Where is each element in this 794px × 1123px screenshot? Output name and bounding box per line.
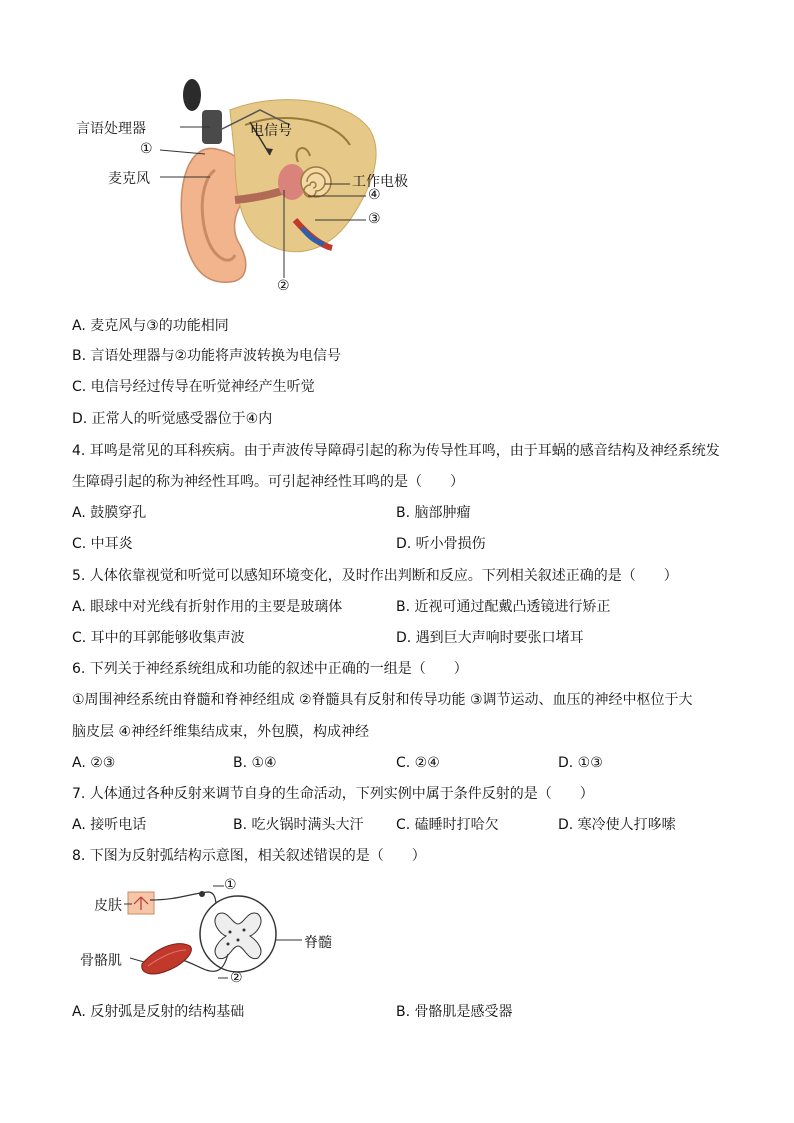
label-skeletal-muscle: 骨骼肌 xyxy=(80,953,122,969)
q7-option-a: A. 接听电话 xyxy=(72,817,147,833)
label-circle-1: ① xyxy=(140,141,153,157)
q4-option-a: A. 鼓膜穿孔 xyxy=(72,505,147,521)
q6-option-b: B. ①④ xyxy=(233,755,277,771)
label-working-electrode: 工作电极 xyxy=(352,174,408,190)
q8-option-b: B. 骨骼肌是感受器 xyxy=(396,1004,513,1020)
label-skin: 皮肤 xyxy=(94,898,122,914)
q7-stem: 7. 人体通过各种反射来调节自身的生命活动，下列实例中属于条件反射的是（ ） xyxy=(72,786,594,802)
q3-option-c: C. 电信号经过传导在听觉神经产生听觉 xyxy=(72,379,315,395)
q8-option-a: A. 反射弧是反射的结构基础 xyxy=(72,1004,245,1020)
label-microphone: 麦克风 xyxy=(108,171,150,187)
q4-option-c: C. 中耳炎 xyxy=(72,536,133,552)
q5-stem: 5. 人体依靠视觉和听觉可以感知环境变化，及时作出判断和反应。下列相关叙述正确的是（ ） xyxy=(72,568,678,584)
q6-option-c: C. ②④ xyxy=(396,755,440,771)
ear-figure xyxy=(70,70,430,300)
label-circle-3: ③ xyxy=(368,211,381,227)
q3-option-d: D. 正常人的听觉感受器位于④内 xyxy=(72,411,273,427)
q7-option-b: B. 吃火锅时满头大汗 xyxy=(233,817,364,833)
q6-option-a: A. ②③ xyxy=(72,755,116,771)
q6-stem: 6. 下列关于神经系统组成和功能的叙述中正确的一组是（ ） xyxy=(72,661,468,677)
q5-option-b: B. 近视可通过配戴凸透镜进行矫正 xyxy=(396,599,611,615)
q6-option-d: D. ①③ xyxy=(558,755,603,771)
q4-option-b: B. 脑部肿瘤 xyxy=(396,505,471,521)
label-circle-2: ② xyxy=(277,278,290,294)
q4-option-d: D. 听小骨损伤 xyxy=(396,536,486,552)
q4-stem-line1: 4. 耳鸣是常见的耳科疾病。由于声波传导障碍引起的称为传导性耳鸣，由于耳蜗的感音结构及神经系统发 xyxy=(72,443,720,459)
q4-stem-line2: 生障碍引起的称为神经性耳鸣。可引起神经性耳鸣的是（ ） xyxy=(72,474,464,490)
q3-option-a: A. 麦克风与③的功能相同 xyxy=(72,318,229,334)
q3-option-b: B. 言语处理器与②功能将声波转换为电信号 xyxy=(72,348,342,364)
q6-statement-line1: ①周围神经系统由脊髓和脊神经组成 ②脊髓具有反射和传导功能 ③调节运动、血压的神经中枢位于大 xyxy=(72,692,693,708)
label-circle-4: ④ xyxy=(368,187,381,203)
q7-option-c: C. 磕睡时打哈欠 xyxy=(396,817,499,833)
q6-statement-line2: 脑皮层 ④神经纤维集结成束，外包膜，构成神经 xyxy=(72,724,369,740)
label-speech-processor: 言语处理器 xyxy=(76,121,146,137)
q5-option-d: D. 遇到巨大声响时要张口堵耳 xyxy=(396,630,584,646)
label-circle-2: ② xyxy=(230,970,243,986)
q5-option-a: A. 眼球中对光线有折射作用的主要是玻璃体 xyxy=(72,599,343,615)
label-spinal-cord: 脊髓 xyxy=(304,935,332,951)
q8-stem: 8. 下图为反射弧结构示意图，相关叙述错误的是（ ） xyxy=(72,848,426,864)
reflex-arc-figure xyxy=(78,874,358,986)
label-electric-signal: 电信号 xyxy=(250,123,292,139)
q5-option-c: C. 耳中的耳郭能够收集声波 xyxy=(72,630,245,646)
q7-option-d: D. 寒冷使人打哆嗦 xyxy=(558,817,676,833)
label-circle-1: ① xyxy=(224,877,237,893)
